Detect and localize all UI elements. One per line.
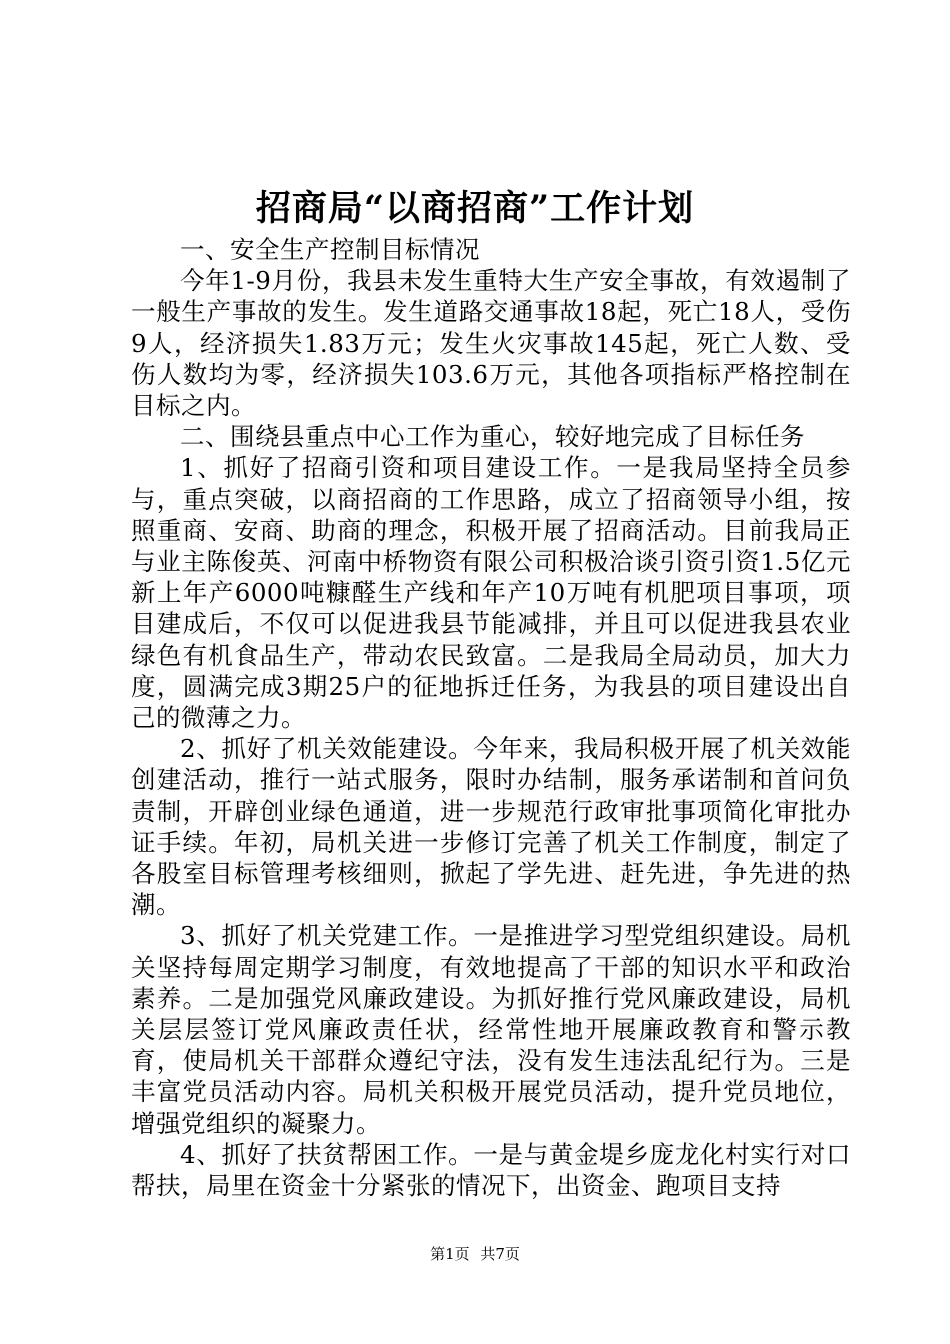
- page-footer: [0, 1244, 950, 1264]
- paragraph: 2、抓好了机关效能建设。今年来，我局积极开展了机关效能创建活动，推行一站式服务，限时办结制，服务承诺制和首问负责制，开辟创业绿色通道，进一步规范行政审批事项简化审批办证手续。年初，局机关进一步修订完善了机关工作制度，制定了各股室目标管理考核细则，掀起了学先进、赶先进，争先进的热潮。: [131, 734, 851, 920]
- paragraph: 今年1-9月份，我县未发生重特大生产安全事故，有效遏制了一般生产事故的发生。发生道路交通事故18起，死亡18人，受伤9人，经济损失1.83万元；发生火灾事故145起，死亡人数、受伤人数均为零，经济损失103.6万元，其他各项指标严格控制在目标之内。: [131, 266, 851, 421]
- page-number: 第1页: [430, 1245, 470, 1263]
- paragraph: 1、抓好了招商引资和项目建设工作。一是我局坚持全员参与，重点突破，以商招商的工作思路，成立了招商领导小组，按照重商、安商、助商的理念，积极开展了招商活动。目前我局正与业主陈俊英、河南中桥物资有限公司积极洽谈引资引资1.5亿元新上年产6000吨糠醛生产线和年产10万吨有机肥项目事项，项目建成后，不仅可以促进我县节能减排，并且可以促进我县农业绿色有机食品生产，带动农民致富。二是我局全局动员，加大力度，圆满完成3期25户的征地拆迁任务，为我县的项目建设出自己的微薄之力。: [131, 453, 851, 733]
- document-body: [131, 234, 851, 1201]
- document-title: 招商局“以商招商”工作计划: [255, 188, 695, 229]
- section-heading: 二、围绕县重点中心工作为重心，较好地完成了目标任务: [180, 422, 805, 452]
- paragraph: 4、抓好了扶贫帮困工作。一是与黄金堤乡庞龙化村实行对口帮扶，局里在资金十分紧张的情况下，出资金、跑项目支持: [131, 1139, 851, 1201]
- paragraph: 3、抓好了机关党建工作。一是推进学习型党组织建设。局机关坚持每周定期学习制度，有效地提高了干部的知识水平和政治素养。二是加强党风廉政建设。为抓好推行党风廉政建设，局机关层层签订党风廉政责任状，经常性地开展廉政教育和警示教育，使局机关干部群众遵纪守法，没有发生违法乱纪行为。三是丰富党员活动内容。局机关积极开展党员活动，提升党员地位，增强党组织的凝聚力。: [131, 921, 851, 1138]
- section-heading: 一、安全生产控制目标情况: [180, 235, 480, 264]
- page-total: 共7页: [480, 1245, 520, 1263]
